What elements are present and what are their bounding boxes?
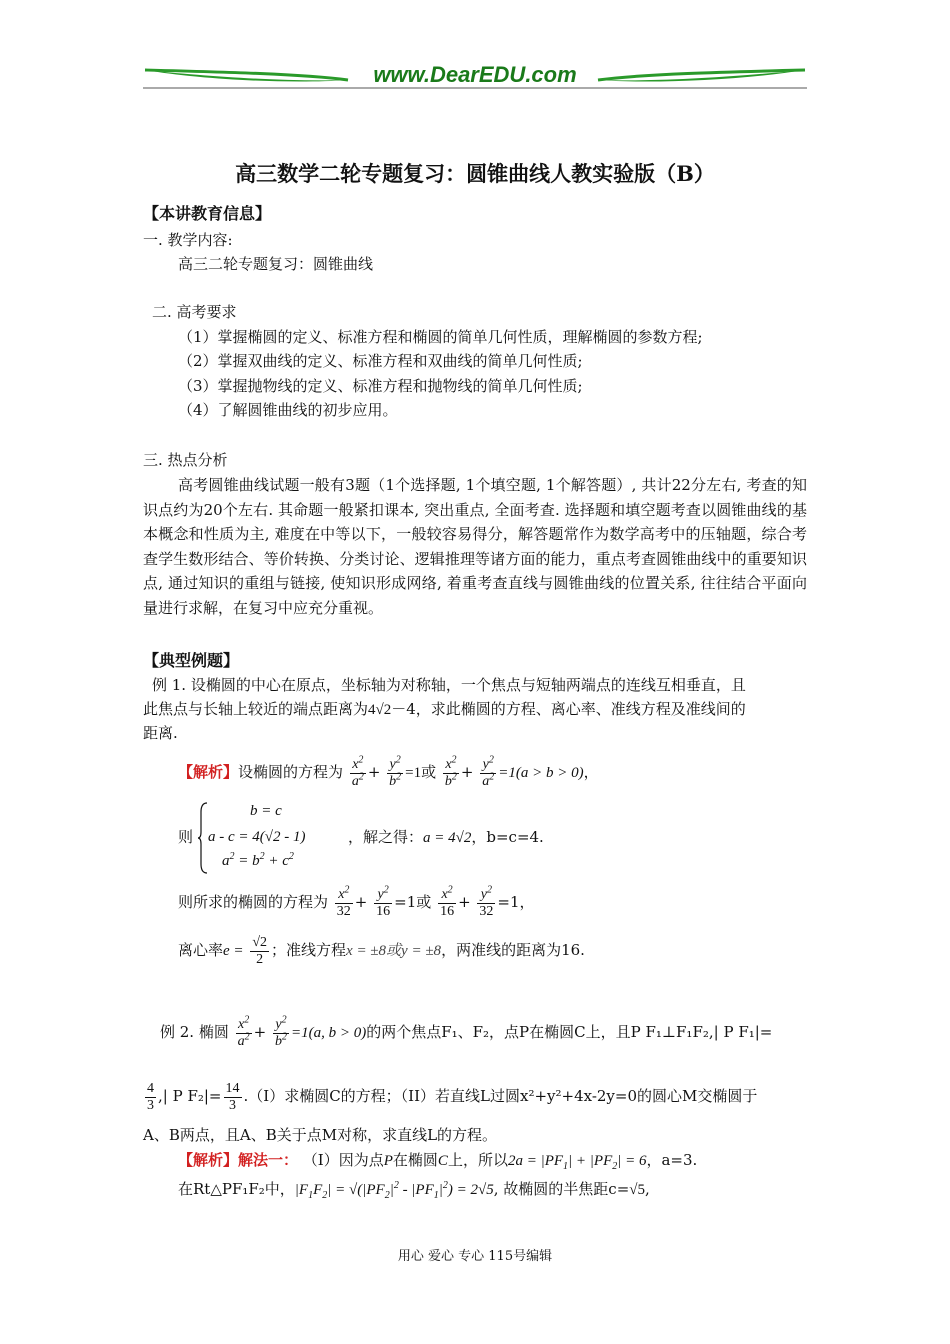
s2-item: （3）掌握抛物线的定义、标准方程和抛物线的简单几何性质; [178, 377, 583, 395]
ex1-line2: 此焦点与长轴上较近的端点距离为4√2－4，求此椭圆的方程、离心率、准线方程及准线间的 [143, 700, 746, 718]
ex2-line3: A、B两点，且A、B关于点M对称，求直线L的方程。 [143, 1126, 498, 1144]
ex2-line2: $\frac{4}{3}$ ,| P F₂|= $\frac{14}{3}$ .（I）求椭圆C的方程；（II）若直线L过圆x²+y²+4x-2y=0的圆心M交椭圆于 [147, 1080, 758, 1113]
s2-item: （4）了解圆锥曲线的初步应用。 [178, 401, 398, 419]
ex1-sol1: 【解析】设椭圆的方程为 $\frac{x^2}{a^2}$ + $\frac{y^2}{b^2}$ =1或 $\frac{x^2}{b^2}$ + $\frac{y^2}{a^2}$ =1(a > b > 0)， [178, 753, 599, 789]
section-info-heading: 【本讲教育信息】 [143, 204, 272, 223]
ex1-line3: 距离. [143, 724, 178, 742]
ex1-sol3: 则所求的椭圆的方程为 $\frac{x^2}{32}$ + $\frac{y^2}{16}$ =1或 $\frac{x^2}{16}$ + $\frac{y^2}{32}$ =1， [178, 883, 535, 919]
site-logo: www.DearEDU.com [373, 62, 577, 87]
s2-heading: 二. 高考要求 [152, 303, 237, 321]
page-footer: 用心 爱心 专心 115号编辑 [397, 1249, 553, 1264]
ex2-sol1: 【解析】解法一： （Ⅰ）因为点P在椭圆C上，所以$2a = |PF_1| + |PF_2| = 6$，a=3. [178, 1151, 698, 1172]
examples-heading: 【典型例题】 [143, 651, 240, 670]
brace-icon [198, 802, 208, 874]
s1-body: 高三二轮专题复习：圆锥曲线 [178, 255, 374, 273]
s1-heading: 一. 教学内容: [143, 231, 233, 249]
page-title: 高三数学二轮专题复习：圆锥曲线人教实验版（B） [235, 161, 715, 186]
s3-heading: 三. 热点分析 [143, 451, 228, 469]
s2-item: （2）掌握双曲线的定义、标准方程和双曲线的简单几何性质; [178, 352, 583, 370]
ex1-line1: 例 1. 设椭圆的中心在原点，坐标轴为对称轴，一个焦点与短轴两端点的连线互相垂直，且 [152, 676, 746, 694]
header-banner [143, 60, 807, 94]
s2-item: （1）掌握椭圆的定义、标准方程和椭圆的简单几何性质，理解椭圆的参数方程; [178, 328, 703, 346]
s3-body: 高考圆锥曲线试题一般有3题（1个选择题, 1个填空题, 1个解答题）, 共计22分左右, 考查的知识点约为20个左右. 其命题一般紧扣课本, 突出重点, 全面考查. 选择题和填空题考查以圆锥曲线的基本概念和性质为主, 难度在中等以下，一般较容易得分，解答题常作为数学高考中的压轴题，综合考查学生数形结合、等价转换、分类讨论、逻辑推理等诸方面的能力，重点考查圆锥曲线中的重要知识点, 通过知识的重组与链接, 使知识形成网络, 着重考查直线与圆锥曲线的位置关系, 往往结合平面向量进行求解，在复习中应充分重视。 [143, 476, 807, 617]
ex2-sol2: 在Rt△PF₁F₂中，$|F_1F_2| = √(|PF_2|^2 - |PF_1|^2) = 2√5$, 故椭圆的半焦距c=√5, [178, 1180, 650, 1201]
ex2-line1: 例 2. 椭圆 $\frac{x^2}{a^2}$ + $\frac{y^2}{b^2}$ =1(a, b > 0)的两个焦点F₁、F₂，点P在椭圆C上，且P F₁⊥F₁F₂,| P F₁|= [160, 1013, 773, 1049]
ex1-sol4: 离心率e = $\frac{√2}{2}$ ；准线方程x = ±8或y = ±8，两准线的距离为16. [178, 934, 585, 967]
